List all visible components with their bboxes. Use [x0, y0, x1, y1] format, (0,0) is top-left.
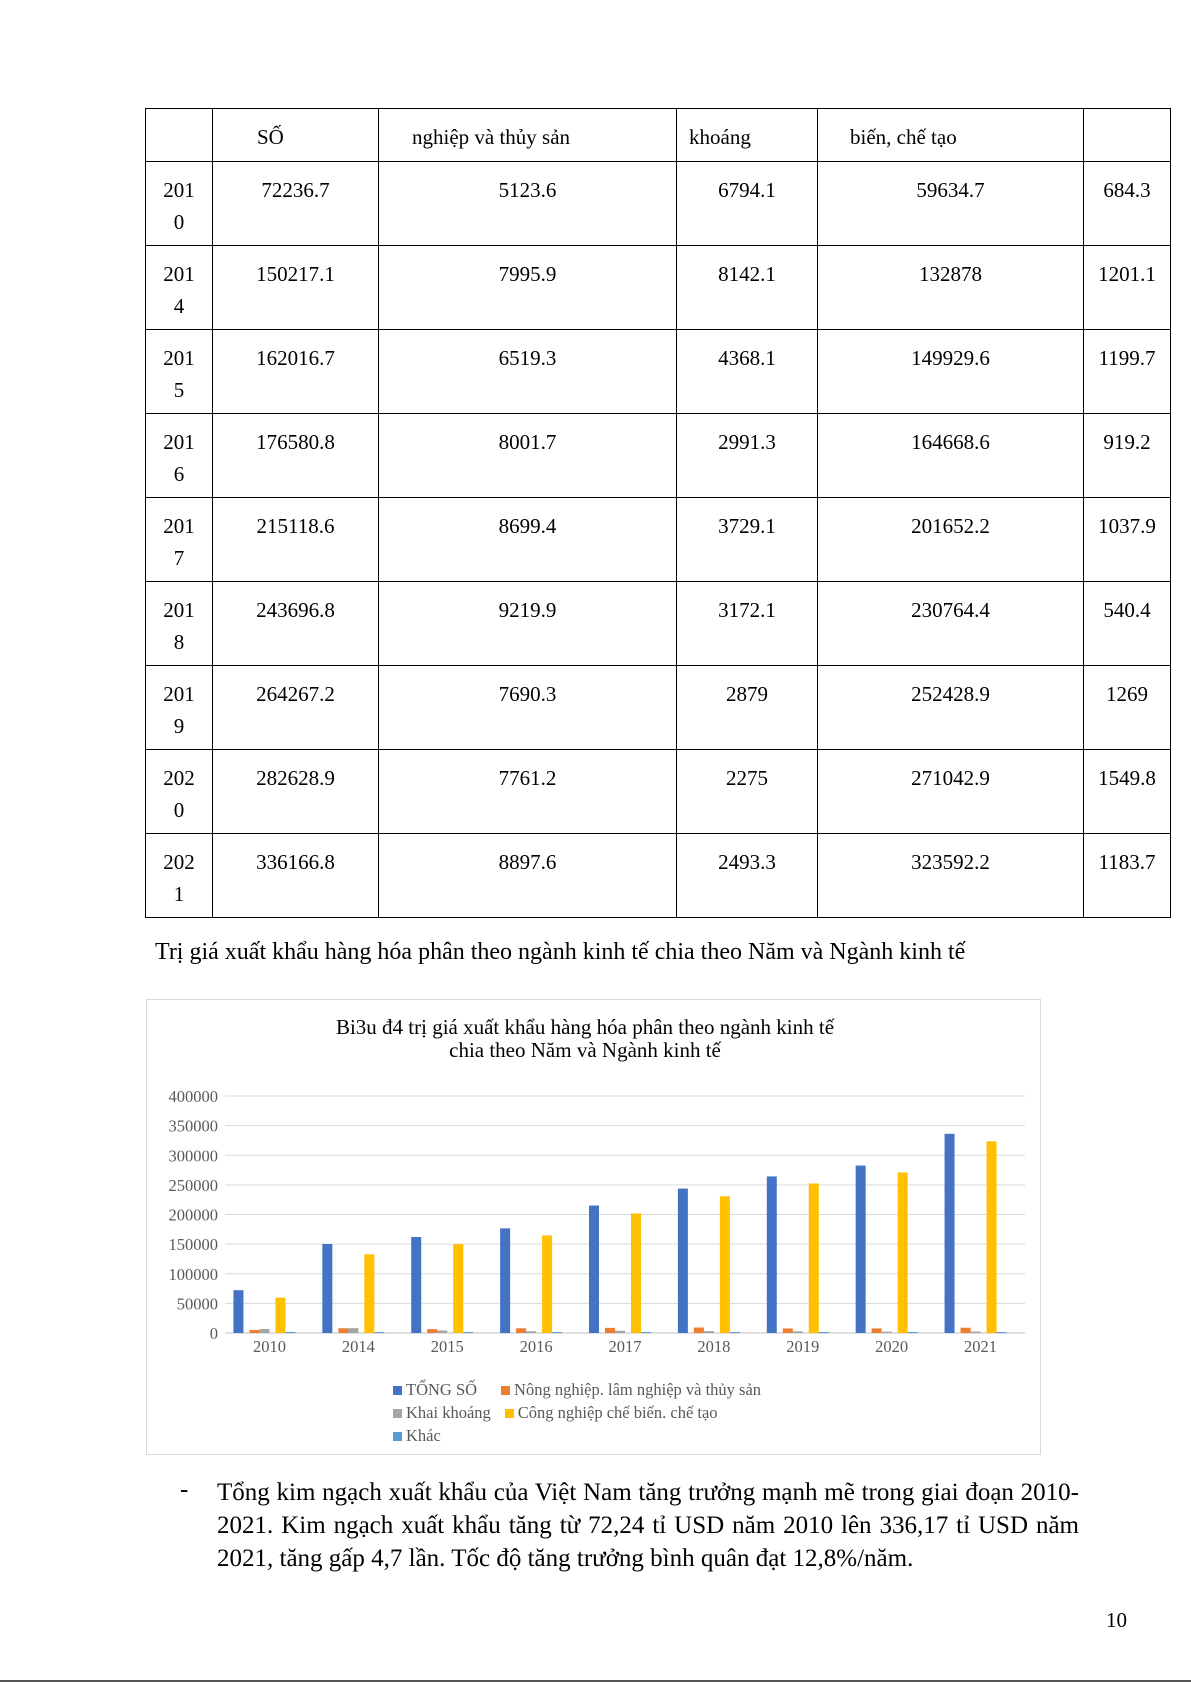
bar-agriculture	[338, 1328, 348, 1333]
x-tick-label: 2019	[786, 1337, 820, 1356]
legend-swatch	[501, 1386, 510, 1395]
table-header-row	[146, 109, 1171, 162]
table-cell: 132878	[818, 246, 1084, 330]
table-cell: 252428.9	[818, 666, 1084, 750]
y-tick-label: 100000	[168, 1264, 218, 1284]
table-row	[146, 750, 1171, 834]
x-tick-label: 2014	[341, 1337, 375, 1356]
bar-manufacturing	[542, 1235, 552, 1333]
table-cell: 271042.9	[818, 750, 1084, 834]
chart-legend	[393, 1378, 775, 1447]
header-agriculture: nghiệp và thủy sản	[379, 109, 677, 162]
x-tick-label: 2016	[519, 1337, 553, 1356]
bar-other	[997, 1332, 1007, 1333]
x-tick-label: 2017	[608, 1337, 642, 1356]
bar-total	[678, 1189, 688, 1333]
bar-other	[641, 1332, 651, 1333]
legend-swatch	[505, 1409, 514, 1418]
legend-item	[393, 1378, 477, 1401]
legend-swatch	[393, 1386, 402, 1395]
table-cell: 5123.6	[379, 162, 677, 246]
y-tick-label: 50000	[176, 1294, 218, 1314]
bar-mining	[704, 1331, 714, 1333]
x-tick-label: 2010	[252, 1337, 286, 1356]
x-tick-label: 2015	[430, 1337, 464, 1356]
bar-agriculture	[516, 1328, 526, 1333]
table-cell: 2493.3	[677, 834, 818, 918]
table-cell: 8001.7	[379, 414, 677, 498]
bar-agriculture	[783, 1328, 793, 1333]
header-year	[146, 109, 213, 162]
table-cell: 2021	[146, 834, 213, 918]
chart-title-line: Bi3u đ4 trị giá xuất khẩu hàng hóa phân theo ngành kinh tế	[335, 1015, 835, 1039]
table-cell: 149929.6	[818, 330, 1084, 414]
bar-agriculture	[694, 1328, 704, 1333]
table-cell: 282628.9	[213, 750, 379, 834]
table-row	[146, 498, 1171, 582]
table-cell: 8699.4	[379, 498, 677, 582]
bar-mining	[882, 1332, 892, 1333]
table-cell: 164668.6	[818, 414, 1084, 498]
table-cell: 1549.8	[1084, 750, 1171, 834]
header-mining: khoáng	[677, 109, 818, 162]
table-cell: 1201.1	[1084, 246, 1171, 330]
table-cell: 6519.3	[379, 330, 677, 414]
bullet-dash: -	[180, 1476, 189, 1503]
table-cell: 919.2	[1084, 414, 1171, 498]
legend-label: TỔNG SỐ	[406, 1380, 478, 1399]
table-cell: 1199.7	[1084, 330, 1171, 414]
legend-item	[393, 1424, 441, 1447]
bar-total	[411, 1237, 421, 1333]
table-cell: 2018	[146, 582, 213, 666]
table-cell: 243696.8	[213, 582, 379, 666]
table-cell: 2017	[146, 498, 213, 582]
table-cell: 2010	[146, 162, 213, 246]
y-tick-label: 400000	[168, 1087, 218, 1106]
y-tick-label: 150000	[168, 1235, 218, 1255]
table-cell: 215118.6	[213, 498, 379, 582]
table-cell: 7761.2	[379, 750, 677, 834]
table-row	[146, 246, 1171, 330]
y-tick-label: 0	[209, 1324, 218, 1343]
table-cell: 2016	[146, 414, 213, 498]
table-cell: 2879	[677, 666, 818, 750]
chart-title-line: chia theo Năm và Ngành kinh tế	[449, 1038, 721, 1062]
bar-agriculture	[872, 1328, 882, 1333]
table-cell: 1269	[1084, 666, 1171, 750]
table-cell: 8897.6	[379, 834, 677, 918]
legend-label: Nông nghiệp. lâm nghiệp và thủy sản	[514, 1380, 762, 1399]
table-row	[146, 162, 1171, 246]
bar-manufacturing	[631, 1214, 641, 1333]
bar-manufacturing	[898, 1172, 908, 1333]
table-row	[146, 582, 1171, 666]
bottom-rule	[0, 1680, 1191, 1682]
bar-mining	[971, 1332, 981, 1333]
bar-manufacturing	[275, 1298, 285, 1333]
legend-row	[393, 1424, 775, 1447]
table-cell: 3729.1	[677, 498, 818, 582]
table-cell: 162016.7	[213, 330, 379, 414]
y-tick-label: 250000	[168, 1175, 218, 1195]
legend-label: Khác	[406, 1426, 441, 1445]
bar-agriculture	[427, 1329, 437, 1333]
table-cell: 201652.2	[818, 498, 1084, 582]
table-cell: 4368.1	[677, 330, 818, 414]
bar-total	[945, 1134, 955, 1333]
x-tick-label: 2021	[964, 1337, 998, 1356]
bar-mining	[259, 1329, 269, 1333]
header-other	[1084, 109, 1171, 162]
bar-other	[463, 1332, 473, 1333]
y-tick-label: 350000	[168, 1116, 218, 1136]
bar-manufacturing	[453, 1244, 463, 1333]
table-cell: 1183.7	[1084, 834, 1171, 918]
table-cell: 336166.8	[213, 834, 379, 918]
header-total: SỐ	[213, 109, 379, 162]
table-cell: 7690.3	[379, 666, 677, 750]
table-cell: 3172.1	[677, 582, 818, 666]
bar-agriculture	[605, 1328, 615, 1333]
bar-manufacturing	[987, 1141, 997, 1333]
table-cell: 2019	[146, 666, 213, 750]
table-cell: 2020	[146, 750, 213, 834]
y-tick-label: 200000	[168, 1205, 218, 1225]
x-tick-label: 2018	[697, 1337, 731, 1356]
table-cell: 230764.4	[818, 582, 1084, 666]
bar-other	[552, 1332, 562, 1333]
header-manufacturing: biến, chế tạo	[818, 109, 1084, 162]
table-cell: 540.4	[1084, 582, 1171, 666]
bar-total	[856, 1166, 866, 1333]
bar-mining	[348, 1328, 358, 1333]
table-cell: 684.3	[1084, 162, 1171, 246]
bar-total	[233, 1290, 243, 1333]
bar-mining	[437, 1330, 447, 1333]
table-cell: 7995.9	[379, 246, 677, 330]
table-cell: 59634.7	[818, 162, 1084, 246]
legend-swatch	[393, 1432, 402, 1441]
bar-mining	[615, 1331, 625, 1333]
page-number: 10	[1106, 1608, 1127, 1632]
table-cell: 150217.1	[213, 246, 379, 330]
analysis-paragraph: Tổng kim ngạch xuất khẩu của Việt Nam tăng trưởng mạnh mẽ trong giai đoạn 2010-2021. Kim ngạch xuất khẩu tăng từ 72,24 tỉ USD năm 2010 lên 336,17 tỉ USD năm 2021, tăng gấp 4,7 lần. Tốc độ tăng trưởng bình quân đạt 12,8%/năm.	[217, 1479, 1079, 1572]
bar-total	[500, 1228, 510, 1333]
table-caption: Trị giá xuất khẩu hàng hóa phân theo ngành kinh tế chia theo Năm và Ngành kinh tế	[155, 939, 966, 965]
table-cell: 2991.3	[677, 414, 818, 498]
table-row	[146, 414, 1171, 498]
bar-other	[908, 1332, 918, 1333]
table-cell: 176580.8	[213, 414, 379, 498]
legend-label: Công nghiệp chế biến. chế tạo	[517, 1403, 718, 1422]
legend-row	[393, 1378, 775, 1401]
bar-agriculture	[249, 1330, 259, 1333]
legend-item	[393, 1401, 491, 1424]
table-cell: 1037.9	[1084, 498, 1171, 582]
bar-other	[374, 1332, 384, 1333]
export-data-table	[145, 108, 1171, 918]
y-tick-label: 300000	[168, 1146, 218, 1166]
table-cell: 2275	[677, 750, 818, 834]
bar-manufacturing	[720, 1196, 730, 1333]
bar-manufacturing	[364, 1254, 374, 1333]
bar-mining	[526, 1331, 536, 1333]
table-cell: 72236.7	[213, 162, 379, 246]
bar-mining	[793, 1331, 803, 1333]
table-cell: 2015	[146, 330, 213, 414]
bar-total	[589, 1206, 599, 1333]
bar-agriculture	[961, 1328, 971, 1333]
x-tick-label: 2020	[875, 1337, 909, 1356]
legend-label: Khai khoáng	[406, 1403, 491, 1422]
bar-other	[730, 1332, 740, 1333]
table-cell: 8142.1	[677, 246, 818, 330]
export-bar-chart	[146, 999, 1041, 1455]
bar-other	[819, 1332, 829, 1333]
table-row	[146, 834, 1171, 918]
legend-row	[393, 1401, 775, 1424]
table-cell: 264267.2	[213, 666, 379, 750]
table-cell: 6794.1	[677, 162, 818, 246]
bar-total	[767, 1176, 777, 1333]
table-cell: 323592.2	[818, 834, 1084, 918]
legend-swatch	[393, 1409, 402, 1418]
table-cell: 9219.9	[379, 582, 677, 666]
legend-item	[505, 1401, 718, 1424]
bar-total	[322, 1244, 332, 1333]
bar-other	[285, 1332, 295, 1333]
table-cell: 2014	[146, 246, 213, 330]
table-row	[146, 666, 1171, 750]
legend-item	[491, 1378, 761, 1401]
bar-manufacturing	[809, 1183, 819, 1333]
table-row	[146, 330, 1171, 414]
